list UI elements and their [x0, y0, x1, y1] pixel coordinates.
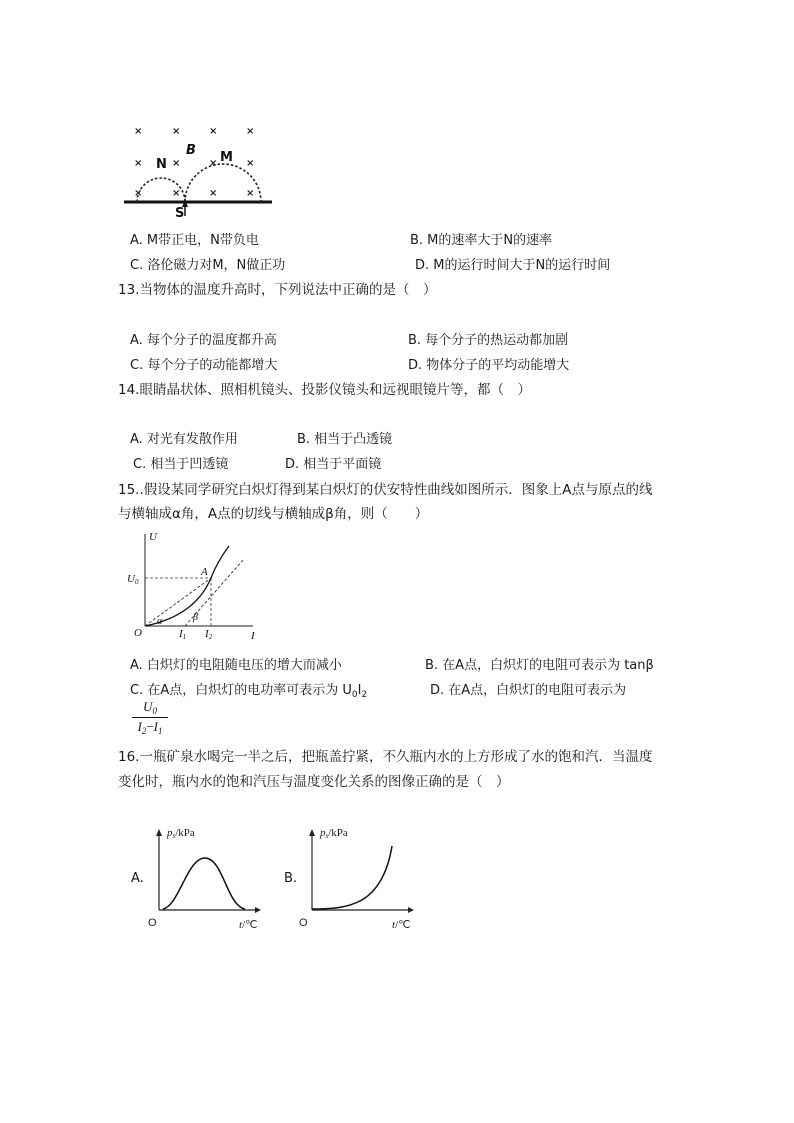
i-axis-label: I	[251, 630, 255, 642]
field-cross: ×	[246, 126, 255, 137]
beta-label: β	[193, 612, 198, 623]
q13-option-a: A. 每个分子的温度都升高	[130, 333, 277, 348]
graph-a-curve	[163, 858, 245, 909]
q13-option-c: C. 每个分子的动能都增大	[130, 358, 278, 373]
q12-option-c: C. 洛伦磁力对M，N做正功	[130, 258, 286, 273]
formula-numerator: $U_0$	[143, 699, 157, 716]
q14-option-c: C. 相当于凹透镜	[133, 457, 229, 472]
graph-b-option-label: B.	[284, 871, 298, 886]
field-cross: ×	[172, 126, 181, 137]
graph-b-curve	[312, 846, 392, 909]
point-a-label: A	[201, 566, 208, 578]
alpha-label: α	[157, 616, 163, 627]
field-cross: ×	[134, 188, 143, 199]
formula-denominator: $I_2-I_1$	[137, 719, 163, 736]
graph-a-y-label: ps/kPa	[167, 827, 195, 840]
graph-a	[145, 822, 265, 934]
field-cross: ×	[246, 188, 255, 199]
field-cross: ×	[172, 158, 181, 169]
q16-stem-line1: 16.一瓶矿泉水喝完一半之后，把瓶盖拧紧，不久瓶内水的上方形成了水的饱和汽．当温度	[118, 749, 653, 765]
graph-a-x-label: t/℃	[239, 919, 258, 931]
u-axis-label: U	[149, 531, 157, 543]
graph-b-y-arrow	[309, 829, 315, 836]
graph-a-x-arrow	[255, 907, 261, 913]
iv-curve-graph	[125, 528, 265, 646]
label-s: S	[175, 206, 185, 220]
graph-b-y-label: ps/kPa	[320, 827, 348, 840]
origin-label: O	[134, 627, 142, 639]
graph-a-origin: O	[148, 917, 157, 929]
i2-label: I2	[205, 628, 213, 641]
label-m: M	[220, 150, 233, 165]
graph-b-origin: O	[299, 917, 308, 929]
q12-option-b: B. M的速率大于N的速率	[410, 233, 553, 248]
secant-line	[145, 578, 211, 626]
graph-b	[298, 822, 418, 934]
q14-stem: 14.眼睛晶状体、照相机镜头、投影仪镜头和远视眼镜片等，都（ ）	[118, 382, 531, 398]
graph-a-option-label: A.	[131, 871, 144, 886]
field-cross: ×	[134, 158, 143, 169]
q13-option-b: B. 每个分子的热运动都加剧	[408, 333, 569, 348]
field-cross: ×	[209, 158, 218, 169]
magnetic-field-figure	[120, 120, 280, 220]
q16-stem-line2: 变化时，瓶内水的饱和汽压与温度变化关系的图像正确的是（ ）	[118, 774, 510, 790]
q15-option-d: D. 在A点，白炽灯的电阻可表示为	[430, 683, 627, 698]
field-cross: ×	[209, 126, 218, 137]
q13-stem: 13.当物体的温度升高时，下列说法中正确的是（ ）	[118, 282, 437, 298]
u0-label: U0	[127, 573, 139, 586]
q15-formula	[130, 699, 170, 737]
field-cross: ×	[246, 158, 255, 169]
q15-stem-line2: 与横轴成α角，A点的切线与横轴成β角，则（ ）	[118, 506, 429, 522]
q15-option-a: A. 白炽灯的电阻随电压的增大而减小	[130, 658, 342, 673]
q13-option-d: D. 物体分子的平均动能增大	[408, 358, 570, 373]
q12-option-d: D. M的运行时间大于N的运行时间	[415, 258, 611, 273]
label-b: B	[186, 143, 196, 158]
q15-option-c: C. 在A点，白炽灯的电功率可表示为 $U_0I_2$	[130, 683, 368, 700]
q14-option-d: D. 相当于平面镜	[285, 457, 382, 472]
field-cross: ×	[172, 188, 181, 199]
q12-option-a: A. M带正电，N带负电	[130, 233, 259, 248]
field-cross: ×	[134, 126, 143, 137]
graph-b-x-arrow	[408, 907, 414, 913]
label-n: N	[156, 157, 167, 172]
field-cross: ×	[209, 188, 218, 199]
iv-curve	[145, 546, 229, 626]
q15-option-b: B. 在A点，白炽灯的电阻可表示为 tanβ	[425, 658, 654, 673]
graph-b-x-label: t/℃	[392, 919, 411, 931]
q14-option-a: A. 对光有发散作用	[130, 432, 238, 447]
q14-option-b: B. 相当于凸透镜	[297, 432, 393, 447]
q15-stem-line1: 15..假设某同学研究白炽灯得到某白炽灯的伏安特性曲线如图所示．图象上A点与原点的线	[118, 482, 653, 498]
graph-a-y-arrow	[156, 829, 162, 836]
i1-label: I1	[179, 628, 187, 641]
